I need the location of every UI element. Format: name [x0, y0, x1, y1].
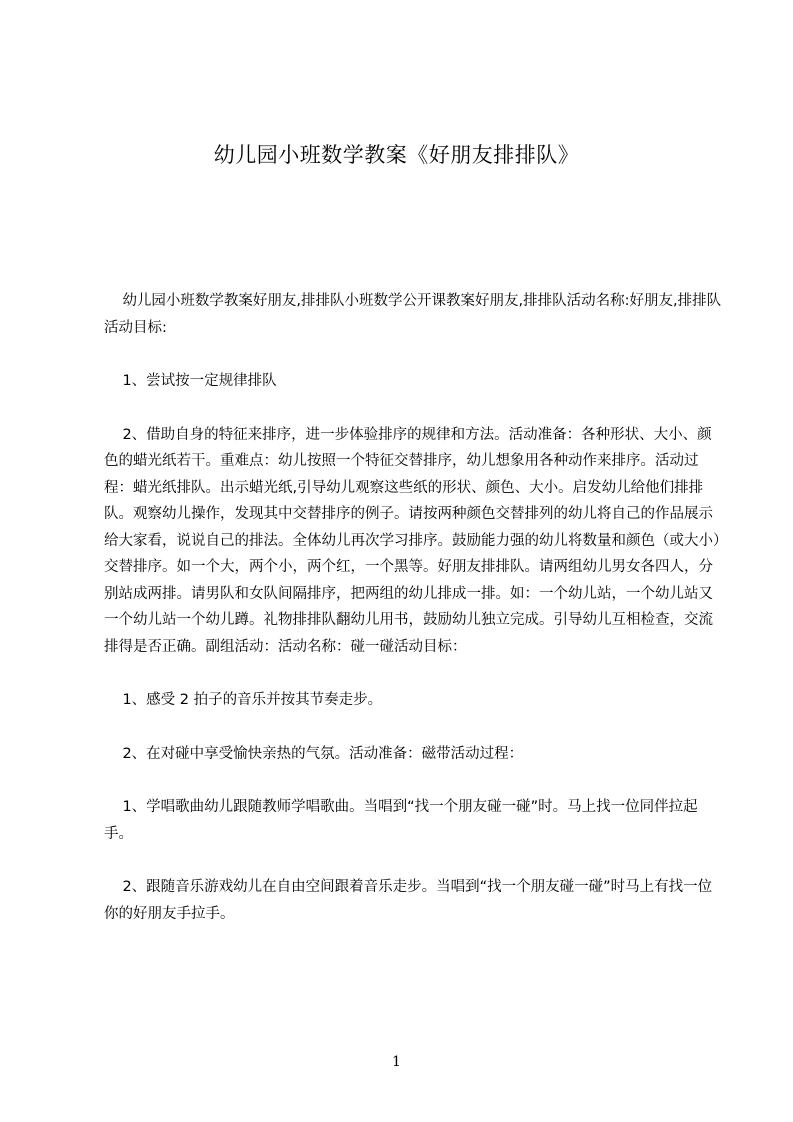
paragraph-process-1: 1、学唱歌曲幼儿跟随教师学唱歌曲。当唱到“找一个朋友碰一碰”时。马上找一位同伴拉起手。: [104, 799, 698, 842]
paragraph-goal-2: 2、借助自身的特征来排序，进一步体验排序的规律和方法。活动准备：各种形状、大小、颜色的蜡光纸若干。重难点：幼儿按照一个特征交替排序，幼儿想象用各种动作来排序。活动过程：蜡光纸排队。出示蜡光纸,引导幼儿观察这些纸的形状、颜色、大小。启发幼儿给他们排排队。观察幼儿操作，发现其中交替排序的例子。请按两种颜色交替排列的幼儿将自己的作品展示给大家看，说说自己的排法。全体幼儿再次学习排序。鼓励能力强的幼儿将数量和颜色（或大小）交替排序。如一个大，两个小，两个红，一个黑等。好朋友排排队。请两组幼儿男女各四人，分别站成两排。请男队和女队间隔排序，把两组的幼儿排成一排。如：一个幼儿站，一个幼儿站又一个幼儿站一个幼儿蹲。礼物排排队翻幼儿用书，鼓励幼儿独立完成。引导幼儿互相检查，交流排得是否正确。副组活动：活动名称：碰一碰活动目标：: [104, 426, 721, 655]
paragraph-intro: 幼儿园小班数学教案好朋友,排排队小班数学公开课教案好朋友,排排队活动名称:好朋友,排排队活动目标:: [104, 293, 722, 336]
paragraph-sub-goal-1: 1、感受 2 拍子的音乐并按其节奏走步。: [104, 692, 383, 708]
page-number: 1: [392, 1054, 401, 1070]
paragraph-sub-goal-2: 2、在对碰中享受愉快亲热的气氛。活动准备：磁带活动过程：: [104, 745, 524, 762]
document-title: 幼儿园小班数学教案《好朋友排排队》: [213, 143, 580, 167]
document-body: [104, 288, 724, 927]
paragraph-goal-1: 1、尝试按一定规律排队: [104, 373, 277, 389]
paragraph-process-2: 2、跟随音乐游戏幼儿在自由空间跟着音乐走步。当唱到“找一个朋友碰一碰”时马上有找一位你的好朋友手拉手。: [104, 879, 713, 922]
